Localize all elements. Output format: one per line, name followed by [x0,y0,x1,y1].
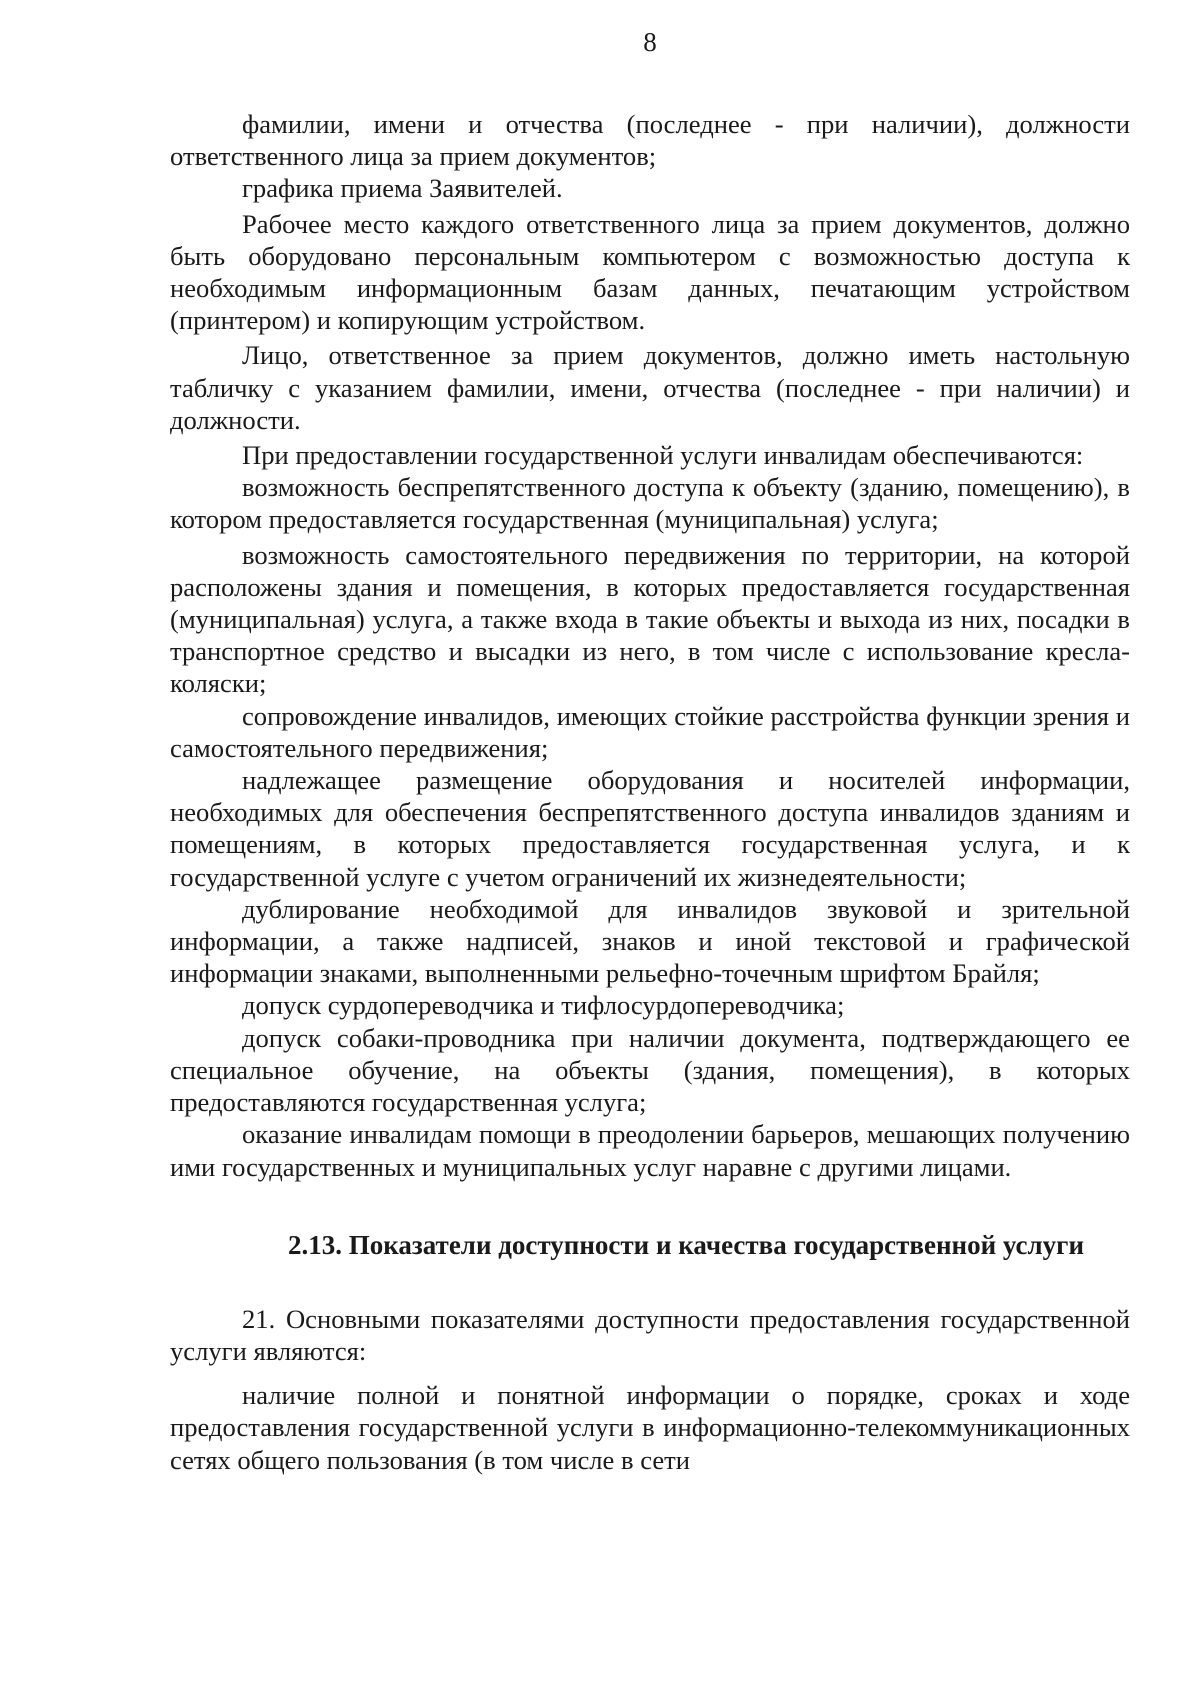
paragraph-information-availability: наличие полной и понятной информации о порядке, сроках и ходе предоставления государственной услуги в информационно-телекоммуникационных сетях общего пользования (в том числе в сети [170,1380,1130,1475]
paragraph-desk-nameplate: Лицо, ответственное за прием документов, должно иметь настольную табличку с указанием фамилии, имени, отчества (последнее - при наличии) и должности. [170,340,1130,435]
page-number: 8 [643,27,657,57]
document-body [170,108,1130,1476]
paragraph-responsible-person-name: фамилии, имени и отчества (последнее - при наличии), должности ответственного лица за прием документов; [170,109,1130,172]
paragraph-braille-duplication: дублирование необходимой для инвалидов звуковой и зрительной информации, а также надписей, знаков и иной текстовой и графической информации знаками, выполненными рельефно-точечным шрифтом Брайля; [170,893,1130,989]
paragraph-escort: сопровождение инвалидов, имеющих стойкие расстройства функции зрения и самостоятельного передвижения; [170,700,1130,763]
paragraph-equipment-placement: надлежащее размещение оборудования и носителей информации, необходимых для обеспечения беспрепятственного доступа инвалидов зданиям и помещениям, в которых предоставляется государственная услуга, и к государственной услуге с учетом ограничений их жизнедеятельности; [170,765,1130,892]
paragraph-reception-schedule: графика приема Заявителей. [242,173,563,204]
paragraph-guide-dog: допуск собаки-проводника при наличии документа, подтверждающего ее специальное обучение, на объекты (здания, помещения), в которых предоставляются государственная услуга; [170,1022,1130,1118]
section-heading: 2.13. Показатели доступности и качества государственной услуги [288,1229,1084,1260]
paragraph-accessibility-indicators: 21. Основными показателями доступности предоставления государственной услуги являются: [170,1303,1130,1366]
paragraph-sign-interpreter: допуск сурдопереводчика и тифлосурдопереводчика; [242,990,845,1021]
paragraph-disability-provisions-intro: При предоставлении государственной услуги инвалидам обеспечиваются: [242,440,1084,471]
paragraph-workplace-equipment: Рабочее место каждого ответственного лица за прием документов, должно быть оборудовано персональным компьютером с возможностью доступа к необходимым информационным базам данных, печатающим устройством (принтером) и копирующим устройством. [170,208,1130,336]
paragraph-unobstructed-access: возможность беспрепятственного доступа к объекту (зданию, помещению), в котором предоставляется государственная (муниципальная) услуга; [170,472,1130,535]
paragraph-independent-movement: возможность самостоятельного передвижения по территории, на которой расположены здания и помещения, в которых предоставляется государственная (муниципальная) услуга, а также входа в такие объекты и выхода из них, посадки в транспортное средство и высадки из него, в том числе с использование кресла- коляски; [170,539,1130,699]
paragraph-barrier-assistance: оказание инвалидам помощи в преодолении барьеров, мешающих получению ими государственных и муниципальных услуг наравне с другими лицами. [170,1119,1130,1182]
